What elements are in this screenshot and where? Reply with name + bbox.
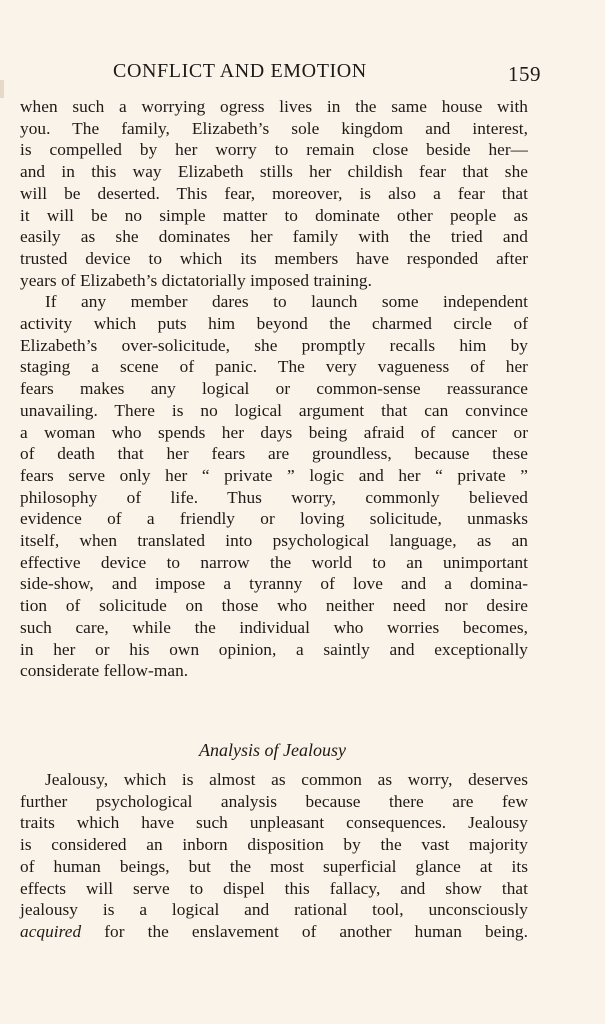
section-heading: Analysis of Jealousy	[199, 740, 346, 760]
text-line: easily as she dominates her family with the tried and	[20, 227, 528, 247]
text-line: fears serve only her “ private ” logic and her “ private ”	[20, 465, 528, 485]
text-line: tion of solicitude on those who neither need nor desire	[20, 596, 528, 616]
text-line: Elizabeth’s over-solicitude, she promptly recalls him by	[20, 335, 528, 355]
italic-word: acquired	[20, 921, 82, 941]
text-block-upper	[20, 96, 528, 682]
text-line: considerate fellow-man.	[20, 661, 189, 681]
running-title: CONFLICT AND EMOTION	[113, 60, 367, 82]
text-line	[20, 921, 528, 943]
text-line: is compelled by her worry to remain close beside her—	[20, 140, 528, 160]
text-line: in her or his own opinion, a saintly and exceptionally	[20, 639, 528, 659]
text-line: Jealousy, which is almost as common as worry, deserves	[45, 770, 528, 789]
text-line: years of Elizabeth’s dictatorially imposed training.	[20, 270, 372, 290]
text-line: philosophy of life. Thus worry, commonly believed	[20, 487, 528, 507]
text-line: you. The family, Elizabeth’s sole kingdom and interest,	[20, 118, 528, 138]
text-line: unavailing. There is no logical argument that can convince	[20, 400, 528, 420]
text-line: side-show, and impose a tyranny of love and a domina-	[20, 574, 528, 594]
text-line: such care, while the individual who worries becomes,	[20, 617, 528, 637]
text-line: will be deserted. This fear, moreover, is also a fear that	[20, 183, 528, 203]
text-line: and in this way Elizabeth stills her childish fear that she	[20, 162, 528, 182]
running-head	[20, 60, 541, 88]
text-line: it will be no simple matter to dominate other people as	[20, 205, 528, 225]
text-line: staging a scene of panic. The very vagueness of her	[20, 357, 528, 377]
text-line: of human beings, but the most superficial glance at its	[20, 856, 528, 876]
text-line: when such a worrying ogress lives in the same house with	[20, 97, 528, 116]
text-line: further psychological analysis because there are few	[20, 791, 528, 811]
text-line: of death that her fears are groundless, because these	[20, 444, 528, 464]
text-line: If any member dares to launch some independent	[45, 292, 528, 312]
text-line: evidence of a friendly or loving solicitude, unmasks	[20, 509, 528, 529]
text-line: itself, when translated into psychological language, as an	[20, 531, 528, 551]
page-number: 159	[508, 62, 541, 86]
text-line: effects will serve to dispel this fallacy, and show that	[20, 878, 528, 898]
text-line: traits which have such unpleasant consequences. Jealousy	[20, 813, 528, 833]
text-block-lower	[20, 769, 528, 943]
paragraph	[20, 291, 528, 682]
text-line: a woman who spends her days being afraid of cancer or	[20, 422, 528, 442]
text-line: is considered an inborn disposition by the vast majority	[20, 835, 528, 855]
text-line: jealousy is a logical and rational tool, unconsciously	[20, 900, 528, 920]
page-edge-mark	[0, 80, 4, 98]
line-remainder: for the enslavement of another human being.	[81, 921, 528, 941]
paragraph	[20, 769, 528, 943]
text-line: effective device to narrow the world to an unimportant	[20, 552, 528, 572]
text-line: activity which puts him beyond the charmed circle of	[20, 314, 528, 334]
text-line: fears makes any logical or common-sense reassurance	[20, 379, 528, 399]
paragraph	[20, 96, 528, 291]
text-line: trusted device to which its members have responded after	[20, 248, 528, 268]
